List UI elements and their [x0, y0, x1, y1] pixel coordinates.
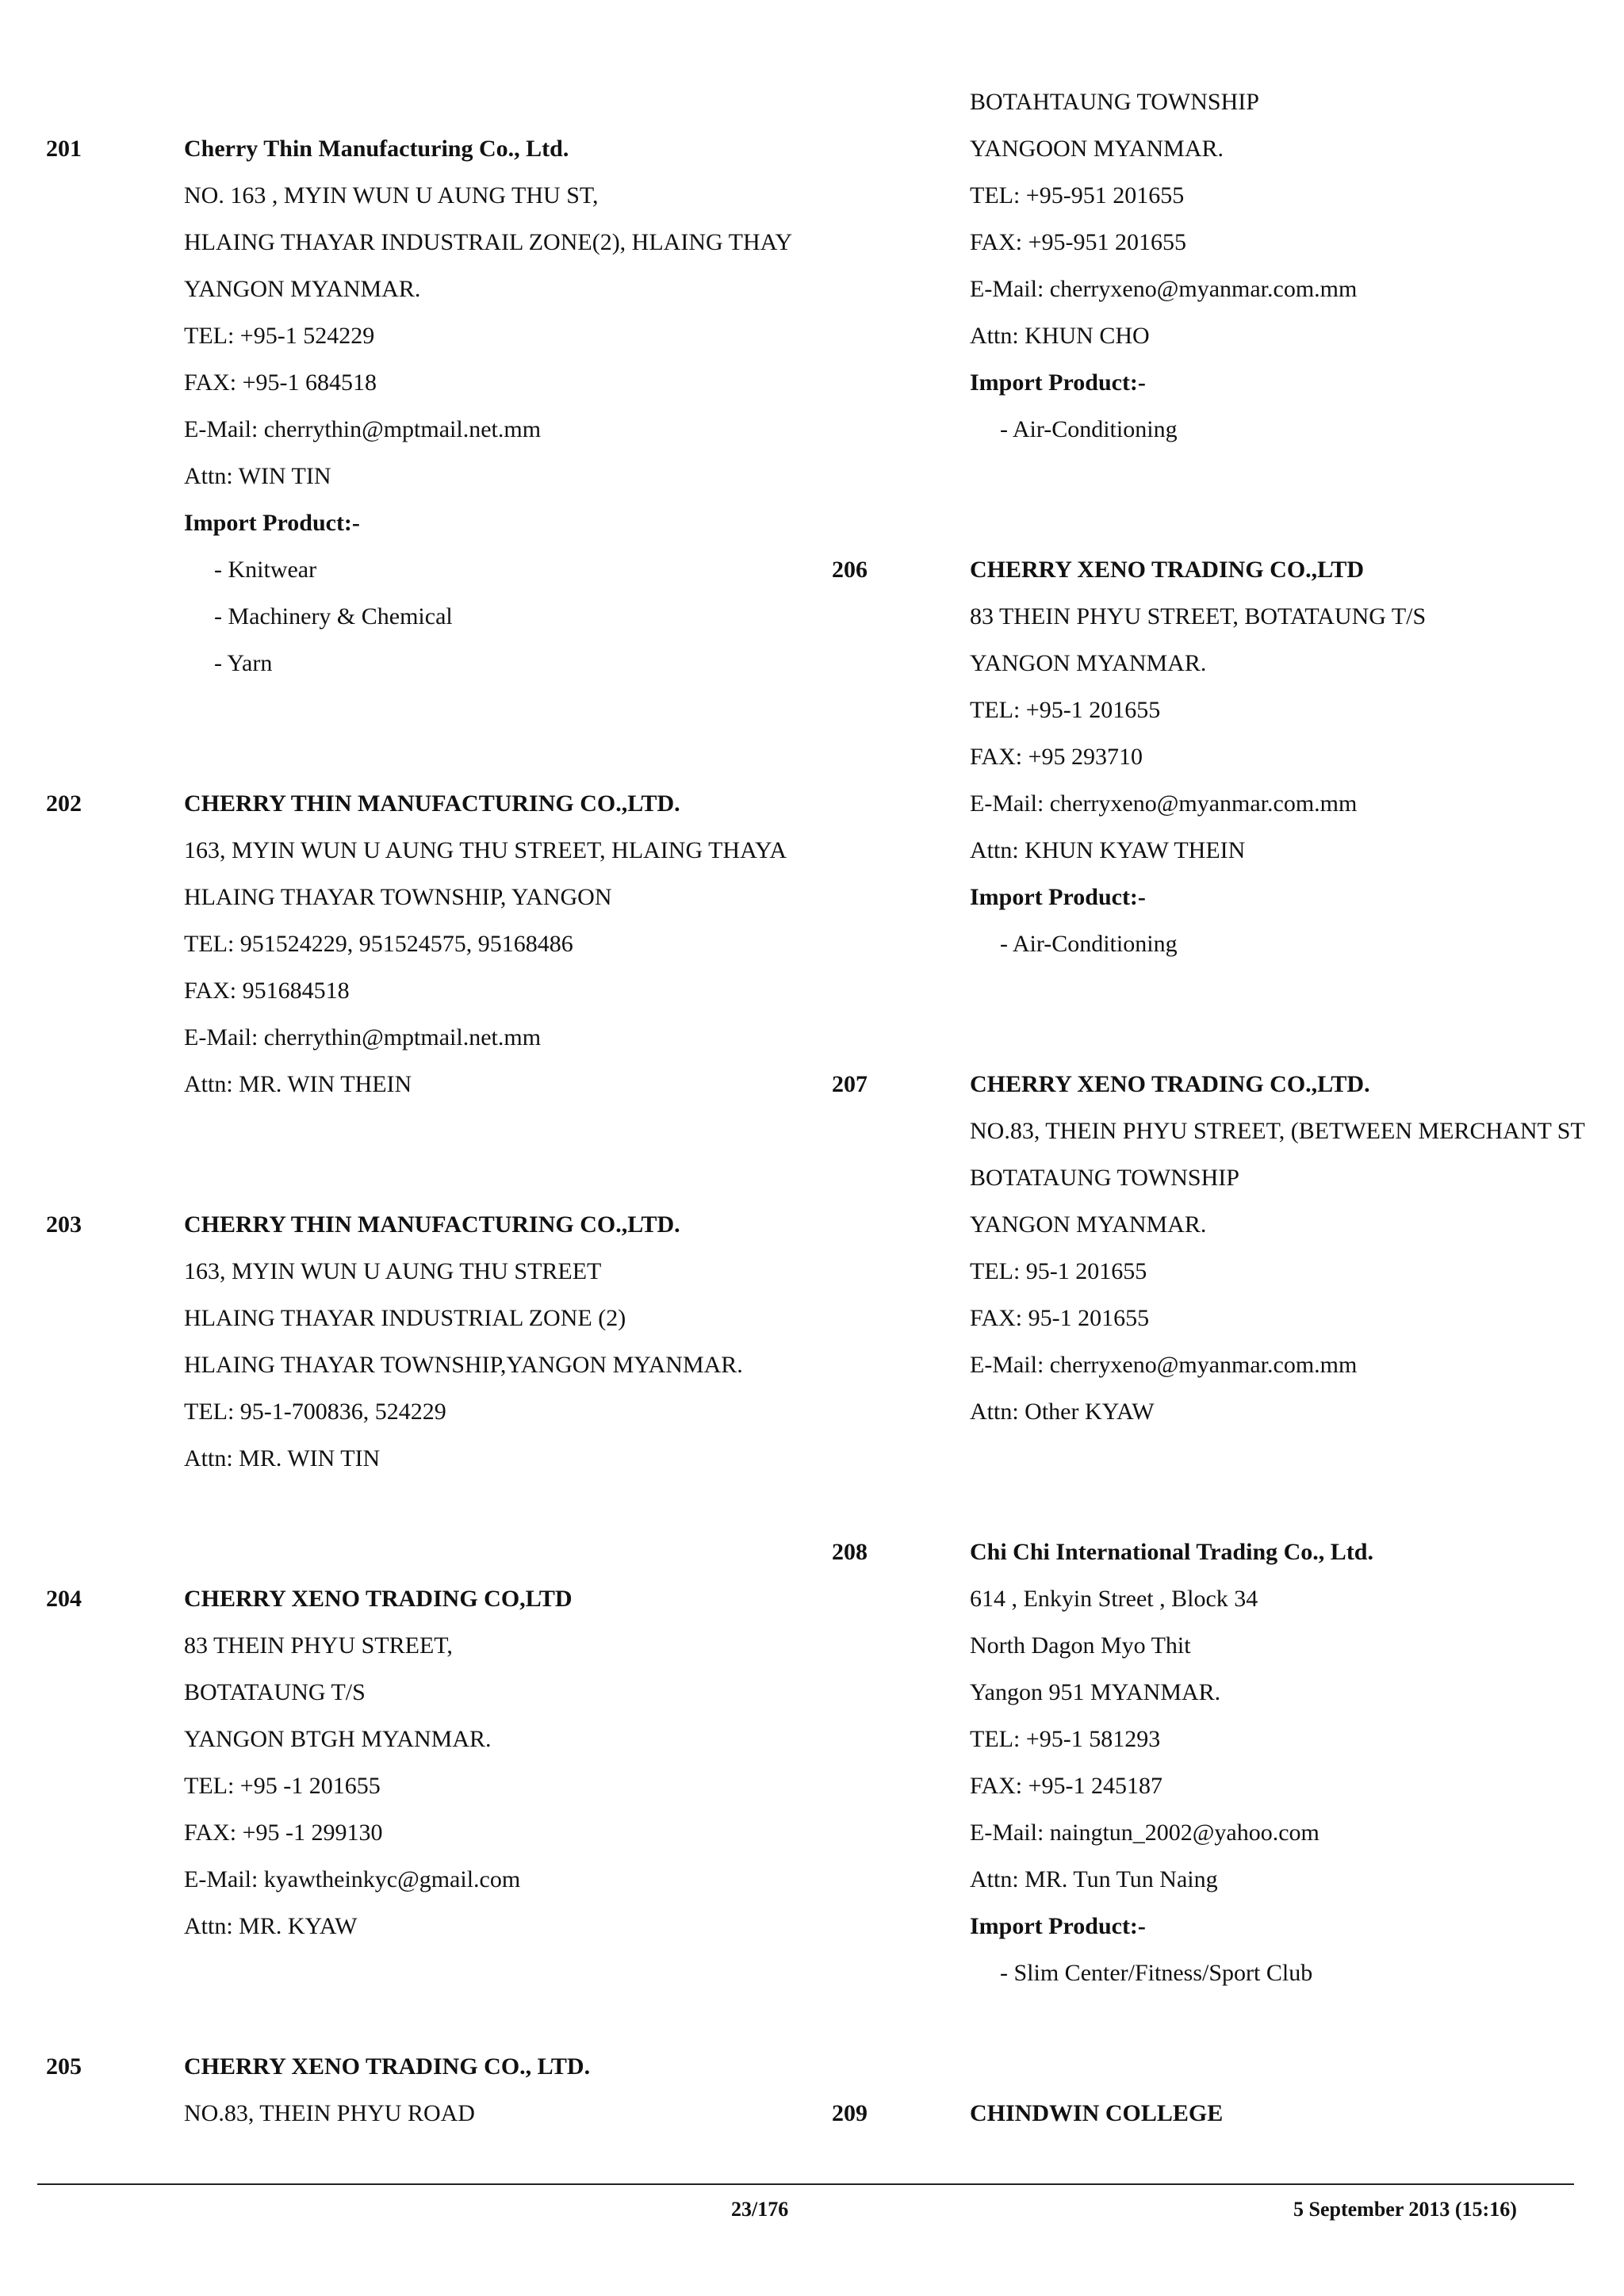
entry-206-line: 83 THEIN PHYU STREET, BOTATAUNG T/S: [970, 603, 1427, 629]
entry-206-line: YANGON MYANMAR.: [970, 650, 1207, 676]
entry-206-name: CHERRY XENO TRADING CO.,LTD: [970, 557, 1365, 583]
page-number: 23/176: [731, 2198, 789, 2221]
continuation-attn: Attn: KHUN CHO: [970, 323, 1150, 349]
entry-201-attn: Attn: WIN TIN: [184, 463, 331, 489]
continuation-line: TEL: +95-951 201655: [970, 182, 1185, 209]
entry-201-email: E-Mail: cherrythin@mptmail.net.mm: [184, 416, 542, 442]
entry-204-attn: Attn: MR. KYAW: [184, 1913, 358, 1939]
continuation-product: - Air-Conditioning: [1000, 416, 1178, 442]
footer-divider: [37, 2183, 1574, 2185]
entry-201-product: - Yarn: [214, 650, 273, 676]
entry-201-line: TEL: +95-1 524229: [184, 323, 375, 349]
entry-204-line: TEL: +95 -1 201655: [184, 1773, 381, 1799]
entry-208-import-label: Import Product:-: [970, 1913, 1146, 1939]
entry-202-name: CHERRY THIN MANUFACTURING CO.,LTD.: [184, 790, 680, 817]
continuation-line: BOTAHTAUNG TOWNSHIP: [970, 89, 1259, 115]
entry-203-line: HLAING THAYAR TOWNSHIP,YANGON MYANMAR.: [184, 1352, 743, 1378]
entry-206-line: TEL: +95-1 201655: [970, 697, 1161, 723]
entry-207-attn: Attn: Other KYAW: [970, 1399, 1155, 1425]
continuation-line: FAX: +95-951 201655: [970, 229, 1187, 255]
print-date: 5 September 2013 (15:16): [1293, 2198, 1517, 2221]
entry-207-name: CHERRY XENO TRADING CO.,LTD.: [970, 1071, 1370, 1097]
entry-201-line: HLAING THAYAR INDUSTRAIL ZONE(2), HLAING THAY: [184, 229, 793, 255]
entry-206-import-label: Import Product:-: [970, 884, 1146, 910]
entry-207-line: NO.83, THEIN PHYU STREET, (BETWEEN MERCHANT ST: [970, 1118, 1585, 1144]
entry-204-line: YANGON BTGH MYANMAR.: [184, 1726, 492, 1752]
entry-203-line: 163, MYIN WUN U AUNG THU STREET: [184, 1258, 602, 1284]
entry-203-attn: Attn: MR. WIN TIN: [184, 1445, 381, 1471]
entry-203-line: TEL: 95-1-700836, 524229: [184, 1399, 446, 1425]
entry-201-line: YANGON MYANMAR.: [184, 276, 421, 302]
entry-208-line: North Dagon Myo Thit: [970, 1632, 1191, 1659]
entry-208-line: Yangon 951 MYANMAR.: [970, 1679, 1221, 1705]
entry-207-line: BOTATAUNG TOWNSHIP: [970, 1165, 1239, 1191]
entry-205-line: NO.83, THEIN PHYU ROAD: [184, 2100, 475, 2126]
entry-204-line: FAX: +95 -1 299130: [184, 1820, 383, 1846]
entry-201-number: 201: [46, 136, 82, 162]
entry-207-number: 207: [832, 1071, 868, 1097]
entry-203-name: CHERRY THIN MANUFACTURING CO.,LTD.: [184, 1211, 680, 1238]
entry-206-attn: Attn: KHUN KYAW THEIN: [970, 837, 1246, 863]
entry-202-line: HLAING THAYAR TOWNSHIP, YANGON: [184, 884, 612, 910]
entry-208-attn: Attn: MR. Tun Tun Naing: [970, 1866, 1218, 1892]
continuation-email: E-Mail: cherryxeno@myanmar.com.mm: [970, 276, 1358, 302]
entry-202-line: TEL: 951524229, 951524575, 95168486: [184, 931, 573, 957]
entry-203-line: HLAING THAYAR INDUSTRIAL ZONE (2): [184, 1305, 626, 1331]
entry-206-line: FAX: +95 293710: [970, 744, 1143, 770]
entry-204-name: CHERRY XENO TRADING CO,LTD: [184, 1586, 573, 1612]
entry-207-line: YANGON MYANMAR.: [970, 1211, 1207, 1238]
entry-202-line: 163, MYIN WUN U AUNG THU STREET, HLAING THAYA: [184, 837, 787, 863]
entry-208-line: FAX: +95-1 245187: [970, 1773, 1163, 1799]
entry-201-product: - Knitwear: [214, 557, 317, 583]
entry-201-line: FAX: +95-1 684518: [184, 369, 377, 396]
entry-201-import-label: Import Product:-: [184, 510, 360, 536]
entry-208-number: 208: [832, 1539, 868, 1565]
entry-207-email: E-Mail: cherryxeno@myanmar.com.mm: [970, 1352, 1358, 1378]
entry-208-email: E-Mail: naingtun_2002@yahoo.com: [970, 1820, 1320, 1846]
entry-206-product: - Air-Conditioning: [1000, 931, 1178, 957]
entry-201-line: NO. 163 , MYIN WUN U AUNG THU ST,: [184, 182, 599, 209]
entry-205-name: CHERRY XENO TRADING CO., LTD.: [184, 2053, 591, 2080]
entry-204-email: E-Mail: kyawtheinkyc@gmail.com: [184, 1866, 521, 1892]
entry-208-product: - Slim Center/Fitness/Sport Club: [1000, 1960, 1313, 1986]
entry-208-name: Chi Chi International Trading Co., Ltd.: [970, 1539, 1373, 1565]
entry-209-number: 209: [832, 2100, 868, 2126]
entry-206-number: 206: [832, 557, 868, 583]
entry-204-line: BOTATAUNG T/S: [184, 1679, 366, 1705]
entry-206-email: E-Mail: cherryxeno@myanmar.com.mm: [970, 790, 1358, 817]
entry-202-email: E-Mail: cherrythin@mptmail.net.mm: [184, 1024, 542, 1050]
entry-201-product: - Machinery & Chemical: [214, 603, 453, 629]
entry-208-line: 614 , Enkyin Street , Block 34: [970, 1586, 1258, 1612]
entry-203-number: 203: [46, 1211, 82, 1238]
continuation-line: YANGOON MYANMAR.: [970, 136, 1224, 162]
entry-207-line: TEL: 95-1 201655: [970, 1258, 1147, 1284]
entry-202-number: 202: [46, 790, 82, 817]
entry-205-number: 205: [46, 2053, 82, 2080]
entry-209-name: CHINDWIN COLLEGE: [970, 2100, 1224, 2126]
entry-202-attn: Attn: MR. WIN THEIN: [184, 1071, 412, 1097]
entry-208-line: TEL: +95-1 581293: [970, 1726, 1161, 1752]
entry-204-line: 83 THEIN PHYU STREET,: [184, 1632, 453, 1659]
entry-201-name: Cherry Thin Manufacturing Co., Ltd.: [184, 136, 569, 162]
entry-207-line: FAX: 95-1 201655: [970, 1305, 1150, 1331]
entry-204-number: 204: [46, 1586, 82, 1612]
continuation-import-label: Import Product:-: [970, 369, 1146, 396]
entry-202-line: FAX: 951684518: [184, 978, 350, 1004]
